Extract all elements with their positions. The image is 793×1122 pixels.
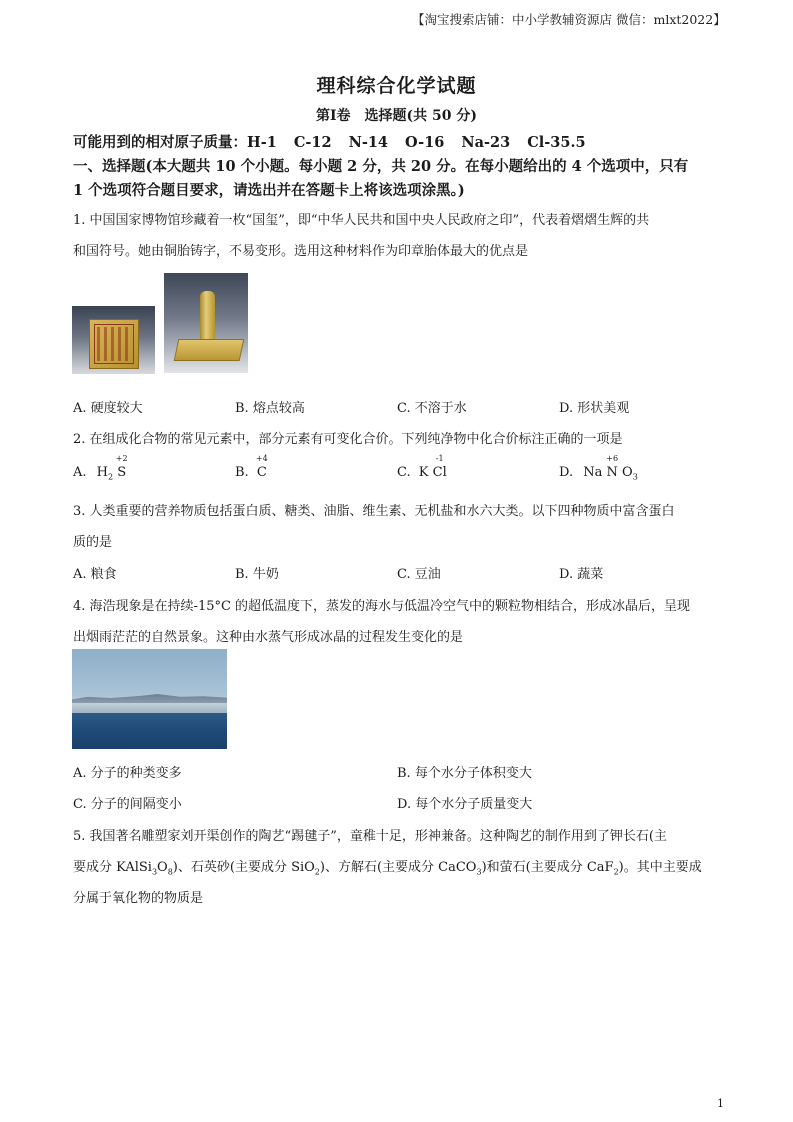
seal-face-photo [72,306,155,374]
atomic-mass-item: Cl-35.5 [527,134,586,151]
header-note: 【淘宝搜索店铺：中小学教辅资源店 微信：mlxt2022】 [412,12,726,27]
question-5-line1: 5. 我国著名雕塑家刘开渠创作的陶艺“踢毽子”，童稚十足，形神兼备。这种陶艺的制作用到了钾长石(主 [73,829,667,844]
page-title: 理科综合化学试题 [316,75,477,97]
oxidation-element: +2 S [115,454,128,480]
atomic-mass-item: N-14 [348,134,389,151]
sea-fog-photo [72,649,227,749]
q1-option-a[interactable]: A. 硬度较大 [73,401,143,416]
q4-option-c[interactable]: C. 分子的间隔变小 [73,797,182,812]
q4-option-a[interactable]: A. 分子的种类变多 [73,766,182,781]
atomic-mass-item: C-12 [293,134,332,151]
q3-option-b[interactable]: B. 牛奶 [235,567,279,582]
question-4-line2: 出烟雨茫茫的自然景象。这种由水蒸气形成冰晶的过程发生变化的是 [73,630,464,645]
oxidation-element: +6 N [606,454,619,480]
question-5-line3: 分属于氧化物的物质是 [73,891,204,906]
q2-option-d[interactable]: D. Na +6 N $O_3$ [559,454,638,482]
question-5-line2: 要成分 $KAlSi_3O_8$)、石英砂(主要成分 SiO$_2$)、方解石(主要成分 CaCO$_3$)和萤石(主要成分 CaF$_2$)。其中主要成 [73,860,702,877]
q3-option-d[interactable]: D. 蔬菜 [559,567,604,582]
oxidation-element: +4 C [255,454,268,480]
oxidation-element: -1 Cl [432,454,447,480]
q1-option-c[interactable]: C. 不溶于水 [397,401,467,416]
question-3-line2: 质的是 [73,535,113,550]
q3-option-c[interactable]: C. 豆油 [397,567,441,582]
q4-option-d[interactable]: D. 每个水分子质量变大 [397,797,533,812]
q3-option-a[interactable]: A. 粮食 [73,567,117,582]
atomic-mass-item: H-1 [247,134,277,151]
q1-option-d[interactable]: D. 形状美观 [559,401,630,416]
q4-option-b[interactable]: B. 每个水分子体积变大 [397,766,532,781]
q2-option-c[interactable]: C. K -1 Cl [397,454,447,480]
page-number: 1 [717,1097,724,1110]
atomic-mass-item: Na-23 [461,134,511,151]
section-instructions-line1: 一、选择题(本大题共 10 个小题。每小题 2 分，共 20 分。在每小题给出的 4 个选项中，只有 [73,158,689,175]
question-2-line1: 2. 在组成化合物的常见元素中，部分元素有可变化合价。下列纯净物中化合价标注正确的一项是 [73,432,623,447]
section-subtitle: 第Ⅰ卷 选择题(共 50 分) [315,108,478,124]
question-1-line2: 和国符号。她由铜胎铸字，不易变形。选用这种材料作为印章胎体最大的优点是 [73,244,529,259]
atomic-mass-item: O-16 [405,134,445,151]
question-3-line1: 3. 人类重要的营养物质包括蛋白质、糖类、油脂、维生素、无机盐和水六大类。以下四种物质中富含蛋白 [73,504,675,519]
seal-side-photo [164,273,248,373]
question-4-line1: 4. 海浩现象是在持续-15°C 的超低温度下，蒸发的海水与低温冷空气中的颗粒物相结合，形成冰晶后，呈现 [73,599,691,614]
q2-option-b[interactable]: B. +4 C [235,454,268,480]
q2-option-a[interactable]: A. $H_2$ +2 S [73,454,128,482]
atomic-mass-label: 可能用到的相对原子质量： [73,134,247,151]
section-instructions-line2: 1 个选项符合题目要求，请选出并在答题卡上将该选项涂黑。) [73,182,465,199]
atomic-mass-line [73,131,603,152]
question-1-line1: 1. 中国国家博物馆珍藏着一枚“国玺”，即“中华人民共和国中央人民政府之印”，代表着熠熠生辉的共 [73,213,650,228]
q1-option-b[interactable]: B. 熔点较高 [235,401,305,416]
